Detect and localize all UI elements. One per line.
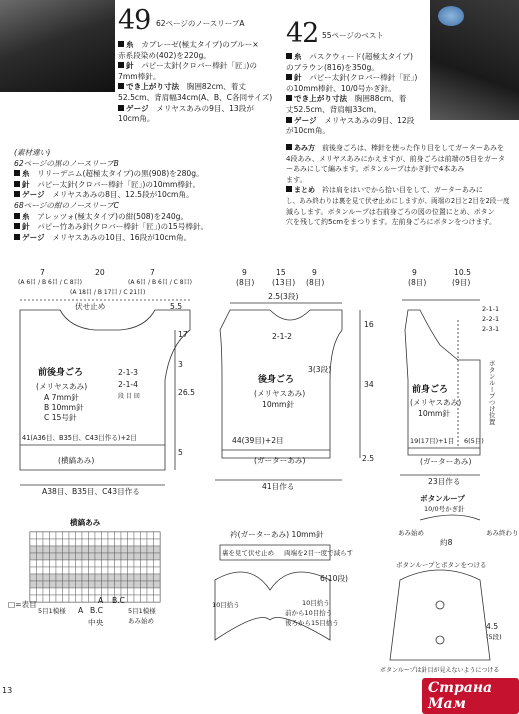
stitch-chart-cell (69, 574, 76, 581)
stitch-chart-cell (89, 588, 96, 595)
stitch-chart-cell (63, 532, 70, 539)
stitch-chart-cell (154, 581, 161, 588)
stitch-chart-cell (76, 588, 83, 595)
stitch-chart-cell (63, 567, 70, 574)
stitch-chart-cell (147, 588, 154, 595)
stitch-chart-cell (115, 546, 122, 553)
stitch-chart-cell (50, 560, 57, 567)
stitch-chart-cell (82, 539, 89, 546)
stitch-chart-cell (134, 574, 141, 581)
vest-front-title: 前身ごろ (412, 385, 449, 395)
stitch-chart-cell (115, 539, 122, 546)
stitch-chart-cell (37, 539, 44, 546)
stitch-chart-cell (69, 539, 76, 546)
stitch-chart-cell (121, 553, 128, 560)
stitch-chart-cell (147, 595, 154, 602)
button-loop-hook: 10/0号かぎ針 (424, 505, 465, 513)
stitch-chart-title: 横縞あみ (70, 518, 101, 527)
stitch-chart-cell (108, 532, 115, 539)
stitch-chart-cell (102, 574, 109, 581)
stitch-chart-cell (154, 567, 161, 574)
stitch-chart-label-a2: A (98, 596, 104, 605)
stitch-chart-cell (115, 553, 122, 560)
stitch-chart-repeat-a: 5目1模様 (128, 607, 156, 615)
stitch-chart-cell (37, 560, 44, 567)
pattern-a-spec: 糸 カブレーゼ(極太タイプ)のブルー× 赤系段染め(402)を220g。 針 パピー太針(クロバー棒針「匠」)の 7mm棒針。 でき上がり寸法 胸囲82cm、着丈 52.5cm、背肩幅34cm(A、B、C各同サイズ) ゲージ メリヤスあみの9目、13段が 10cm角。 (118, 40, 273, 124)
watermark-logo: Страна Мам (422, 678, 519, 714)
stitch-chart-cell (69, 560, 76, 567)
stitch-chart-cell (43, 567, 50, 574)
stitch-chart-cell (141, 574, 148, 581)
diag-a-bind-off: 伏せ止め (75, 302, 106, 311)
stitch-chart-cell (95, 539, 102, 546)
stitch-chart-cell (82, 595, 89, 602)
vest-back-neck-dec: 2-1-2 (272, 332, 292, 341)
stitch-chart-center: 中央 (88, 618, 104, 627)
stitch-chart-cell (76, 560, 83, 567)
stitch-chart-cell (134, 595, 141, 602)
diag-a-sub-left: (A 6目 / B 6目 / C 8目) (18, 279, 82, 286)
stitch-chart-cell (147, 581, 154, 588)
stitch-chart-cell (134, 532, 141, 539)
vest-back-border: (ガーターあみ) (254, 456, 306, 465)
stitch-chart-cell (147, 567, 154, 574)
stitch-chart-cell (102, 539, 109, 546)
stitch-chart-cell (76, 595, 83, 602)
diag-a-stitch: (メリヤスあみ) (36, 382, 88, 391)
stitch-chart-cell (115, 532, 122, 539)
stitch-chart-label-bc: B.C (90, 606, 103, 615)
pattern-b-number: 42 (286, 18, 319, 49)
stitch-chart-cell (147, 574, 154, 581)
stitch-chart-cell (89, 574, 96, 581)
stitch-chart-cell (37, 546, 44, 553)
stitch-chart-cell (56, 546, 63, 553)
variant-b-title: 62ページの黒のノースリーブB (14, 158, 119, 168)
stitch-chart-cell (154, 588, 161, 595)
diag-a-side-3: 3 (178, 360, 183, 369)
stitch-chart-cell (95, 588, 102, 595)
stitch-chart-cell (154, 532, 161, 539)
pattern-b-spec: 糸 パスクウィード(超極太タイプ) のブラウン(816)を350g。 針 パピー太針(クロバー棒針「匠」) の10mm棒針、10/0号かぎ針。 でき上がり寸法 胸囲88cm、着 丈52.5cm、背肩幅33cm。 ゲージ メリヤスあみの9目、12段 が10cm角。 (286, 52, 418, 136)
stitch-chart-cell (30, 581, 37, 588)
vest-front-sub-2: (9目) (452, 278, 471, 287)
vest-back-stitch: (メリヤスあみ) (254, 389, 306, 398)
stitch-chart-cell (69, 595, 76, 602)
stitch-chart-cell (121, 539, 128, 546)
stitch-chart-cell (108, 581, 115, 588)
collar-pickup-right: 10目拾う (302, 599, 330, 607)
stitch-chart-cell (134, 546, 141, 553)
stitch-chart-cell (82, 560, 89, 567)
stitch-chart-cell (128, 532, 135, 539)
stitch-chart-cell (56, 532, 63, 539)
stitch-chart-cell (43, 588, 50, 595)
stitch-chart-cell (76, 532, 83, 539)
stitch-chart-cell (82, 574, 89, 581)
button-loop-attach: ボタンループとボタンをつける (396, 561, 487, 569)
stitch-chart-cell (89, 567, 96, 574)
stitch-chart-cell (102, 546, 109, 553)
button-loop-dim-1: 4.5 (486, 622, 499, 631)
stitch-chart-cell (63, 588, 70, 595)
stitch-chart-label-bc2: B.C (112, 596, 125, 605)
stitch-chart-cell (82, 546, 89, 553)
vest-front-needle: 10mm針 (418, 409, 451, 418)
vest-back-neck: 2.5(3段) (268, 292, 299, 301)
stitch-chart-cell (128, 560, 135, 567)
stitch-chart-cell (30, 588, 37, 595)
stitch-chart-cell (50, 553, 57, 560)
stitch-chart-cell (69, 588, 76, 595)
stitch-chart-cell (43, 553, 50, 560)
stitch-chart-cell (37, 588, 44, 595)
stitch-chart-cell (128, 595, 135, 602)
vest-front-dim-1: 9 (412, 268, 417, 277)
stitch-chart-cell (128, 574, 135, 581)
stitch-chart-cell (154, 560, 161, 567)
stitch-chart-cell (56, 560, 63, 567)
stitch-chart-cell (69, 567, 76, 574)
stitch-chart-cell (95, 532, 102, 539)
stitch-chart-cell (95, 560, 102, 567)
stitch-chart-cell (30, 553, 37, 560)
button-loop-count: 約8 (440, 538, 453, 547)
stitch-chart-cell (56, 581, 63, 588)
stitch-chart-cell (63, 581, 70, 588)
stitch-chart-legend: □=表目 (8, 600, 37, 609)
stitch-chart-cell (128, 546, 135, 553)
diag-a-title: 前後身ごろ (38, 368, 84, 378)
vest-back-side-2-5: 2.5 (362, 454, 375, 463)
stitch-chart-cell (115, 581, 122, 588)
stitch-chart-cell (147, 553, 154, 560)
diag-a-sub-mid: (A 18目 / B 17目 / C 21目) (70, 289, 146, 296)
stitch-chart-cell (76, 567, 83, 574)
button-loop-note: ボタンループは針目が見えないようにつける (380, 667, 500, 674)
stitch-chart-cell (154, 574, 161, 581)
vest-front-dec-1: 2-1-1 (482, 305, 500, 313)
diag-a-dec-note: 段 目 回 (118, 393, 140, 400)
stitch-chart-cell (95, 567, 102, 574)
stitch-chart-cell (63, 546, 70, 553)
vest-front-total: 23目作る (428, 477, 461, 486)
stitch-chart-cell (37, 574, 44, 581)
stitch-chart-cell (102, 588, 109, 595)
stitch-chart-cell (134, 567, 141, 574)
stitch-chart-cell (141, 581, 148, 588)
diag-a-sub-right: (A 6目 / B 6目 / C 8目) (128, 279, 192, 286)
stitch-chart-cell (56, 539, 63, 546)
vest-front-sub-1: (8目) (408, 278, 427, 287)
stitch-chart-cell (63, 574, 70, 581)
vest-front-border: (ガーターあみ) (420, 457, 472, 466)
vest-front-stitch: (メリヤスあみ) (410, 398, 462, 407)
stitch-chart-cell (128, 553, 135, 560)
diag-a-side-17: 17 (178, 330, 188, 339)
stitch-chart-cell (108, 574, 115, 581)
stitch-chart-cell (76, 546, 83, 553)
stitch-chart-cell (121, 567, 128, 574)
diag-a-side-26: 26.5 (178, 388, 195, 397)
stitch-chart-cell (82, 581, 89, 588)
stitch-chart-cell (76, 539, 83, 546)
materials-note: (素材違い) 62ページの黒のノースリーブB 糸 リリーデニム(超極太タイプ)の黒(908)を280g。 針 パピー太針(クロバー棒針「匠」)の10mm棒針。 ゲージ メリヤスあみの8目、12.5段が10cm角。 68ページの紺のノースリーブC 糸 アレッツォ(極太タイプ)の紺(508)を240g。 針 パピー竹あみ針(クロバー棒針「匠」)の15号棒針。 ゲージ メリヤスあみの10目、16段が10cm角。 (14, 148, 284, 243)
stitch-chart-cell (89, 560, 96, 567)
button-loop-chain (420, 515, 480, 520)
stitch-chart-cell (82, 553, 89, 560)
stitch-chart-cell (50, 588, 57, 595)
materials-heading: (素材違い) (14, 148, 51, 157)
stitch-chart-cell (108, 539, 115, 546)
stitch-chart-cell (56, 574, 63, 581)
stitch-chart-cell (37, 553, 44, 560)
vest-back-needle: 10mm針 (262, 400, 295, 409)
stitch-chart-cell (102, 560, 109, 567)
pattern-b-subtitle: 55ページのベスト (322, 31, 384, 40)
stitch-chart-cell (115, 567, 122, 574)
stitch-chart-cell (147, 546, 154, 553)
stitch-chart-cell (134, 560, 141, 567)
stitch-chart-cell (95, 581, 102, 588)
stitch-chart-cell (63, 560, 70, 567)
stitch-chart-cell (76, 574, 83, 581)
stitch-chart-cell (76, 553, 83, 560)
stitch-chart-cell (108, 553, 115, 560)
stitch-chart-start: あみ始め (128, 617, 154, 625)
stitch-chart-cell (141, 553, 148, 560)
stitch-chart-cell (82, 588, 89, 595)
collar-pickup-mid2: 後ろから15目拾う (285, 619, 339, 627)
vest-back-dim-3: 9 (312, 268, 317, 277)
stitch-chart-cell (50, 574, 57, 581)
stitch-chart-cell (43, 595, 50, 602)
stitch-chart-cell (30, 532, 37, 539)
collar-pickup-mid: 前から10目拾う (285, 609, 333, 617)
pattern-a-subtitle: 62ページのノースリーブA (156, 19, 245, 28)
stitch-chart-cell (121, 581, 128, 588)
vest-front-dec-2: 2-2-1 (482, 315, 500, 323)
stitch-chart-cell (56, 595, 63, 602)
stitch-chart-cell (50, 546, 57, 553)
stitch-chart-cell (121, 532, 128, 539)
vest-back-sub-1: (8目) (236, 278, 255, 287)
stitch-chart-cell (50, 581, 57, 588)
stitch-chart-cell (141, 546, 148, 553)
stitch-chart-cell (89, 532, 96, 539)
stitch-chart-cell (108, 546, 115, 553)
stitch-chart-cell (134, 588, 141, 595)
stitch-chart-cell (141, 560, 148, 567)
stitch-chart-cell (154, 553, 161, 560)
stitch-chart-cell (37, 532, 44, 539)
vest-back-side-34: 34 (364, 380, 374, 389)
vest-back-dim-1: 9 (242, 268, 247, 277)
stitch-chart-cell (63, 595, 70, 602)
stitch-chart-cell (89, 546, 96, 553)
stitch-chart-cell (95, 574, 102, 581)
diag-a-needle-b: B 10mm針 (44, 403, 84, 412)
vest-back-title: 後身ごろ (258, 375, 295, 385)
stitch-chart-cell (63, 553, 70, 560)
stitch-chart-cell (30, 539, 37, 546)
collar-pickup-left: 10目拾う (212, 601, 240, 609)
stitch-chart-cell (43, 539, 50, 546)
stitch-chart-cell (37, 567, 44, 574)
collar-title: 衿(ガーターあみ) 10mm針 (230, 530, 324, 539)
stitch-chart-cell (69, 553, 76, 560)
pattern-b-instructions: あみ方 前後身ごろは、棒針を使った作り目をしてガーターあみを 4段あみ、メリヤスあみにかえますが、前身ごろは前端の5目をガータ ーあみにして編みます。ボタンループはかぎ針で4本あみ ます。 まとめ 衿は肩をはいでから拾い目をして、ガーターあみに し、あみ終わりは裏を見て伏せ止めにしますが、両端の2目と2目を2段一度 減らします。ボタンループは右前身ごろの図の位置にとめ、ボタン 穴を残して約5cmをまつります。左前身ごろにボタンをつけます。 (286, 144, 510, 227)
stitch-chart-cell (89, 539, 96, 546)
stitch-chart-cell (30, 546, 37, 553)
stitch-chart-cell (102, 567, 109, 574)
stitch-chart-cell (141, 588, 148, 595)
stitch-chart-cell (82, 567, 89, 574)
stitch-chart-cell (121, 560, 128, 567)
stitch-chart-cell (50, 539, 57, 546)
stitch-chart-cell (82, 532, 89, 539)
stitch-chart-cell (63, 539, 70, 546)
stitch-chart-cell (69, 546, 76, 553)
vest-back-armhole: 3(3段) (308, 365, 332, 374)
stitch-chart-cell (128, 581, 135, 588)
stitch-chart-repeat-b: 5目1模様 (38, 607, 66, 615)
stitch-chart-cell (43, 574, 50, 581)
stitch-chart-cell (128, 567, 135, 574)
stitch-chart-cell (134, 581, 141, 588)
button-loop-end: あみ終わり (486, 529, 519, 537)
stitch-chart-cell (89, 553, 96, 560)
stitch-chart-cell (121, 574, 128, 581)
stitch-chart-cell (128, 539, 135, 546)
vest-front-dec-3: 2-3-1 (482, 325, 500, 333)
vest-front-bottom-2: 6(5目) (464, 437, 484, 445)
vest-front-outline (405, 310, 480, 455)
stitch-chart-cell (56, 567, 63, 574)
stitch-chart-cell (141, 532, 148, 539)
stitch-chart-cell (147, 539, 154, 546)
vest-back-sub-2: (13目) (272, 278, 296, 287)
stitch-chart-cell (37, 595, 44, 602)
button-loop-start: あみ始め (398, 529, 424, 537)
stitch-chart-cell (115, 560, 122, 567)
stitch-chart-cell (43, 560, 50, 567)
diag-a-side-5-5: 5.5 (170, 302, 183, 311)
stitch-chart-cell (154, 595, 161, 602)
stitch-chart-cell (147, 560, 154, 567)
stitch-chart-cell (50, 532, 57, 539)
pattern-a-number: 49 (118, 5, 151, 36)
stitch-chart-cell (30, 567, 37, 574)
stitch-chart-cell (95, 553, 102, 560)
stitch-chart-cell (128, 588, 135, 595)
vest-front-bottom: 19(17目)+1目 (410, 437, 455, 445)
stitch-chart-cell (121, 546, 128, 553)
vest-front-loop-pos: ボタンループつけ位置 (487, 360, 496, 425)
stitch-chart-cell (37, 581, 44, 588)
stitch-chart-cell (141, 539, 148, 546)
diag-a-needle-a: A 7mm針 (44, 393, 79, 402)
stitch-chart-cell (50, 595, 57, 602)
stitch-chart-cell (30, 574, 37, 581)
stitch-chart-cell (121, 588, 128, 595)
stitch-chart-cell (141, 567, 148, 574)
diag-a-border: (横縞あみ) (58, 456, 95, 465)
vest-back-sub-3: (8目) (306, 278, 325, 287)
stitch-chart-cell (108, 567, 115, 574)
stitch-chart-cell (102, 532, 109, 539)
stitch-chart-cell (115, 574, 122, 581)
vest-back-bottom: 44(39目)+2目 (232, 436, 284, 445)
diag-a-side-5: 5 (178, 448, 183, 457)
stitch-chart-cell (43, 581, 50, 588)
stitch-chart-cells (30, 532, 160, 602)
stitch-chart-cell (108, 560, 115, 567)
collar-note-1: 裏を見て伏せ止め (222, 549, 274, 557)
stitch-chart-cell (43, 532, 50, 539)
vest-front-dim-2: 10.5 (454, 268, 471, 277)
stitch-chart-cell (154, 546, 161, 553)
stitch-chart-cell (147, 532, 154, 539)
diag-a-dec2: 2-1-4 (118, 380, 138, 389)
stitch-chart-cell (89, 581, 96, 588)
stitch-chart-cell (134, 553, 141, 560)
stitch-chart-cell (43, 546, 50, 553)
diag-a-dec: 2-1-3 (118, 368, 138, 377)
stitch-chart-cell (76, 581, 83, 588)
stitch-chart-label-a: A (78, 606, 84, 615)
stitch-chart-cell (50, 567, 57, 574)
stitch-chart-cell (154, 539, 161, 546)
stitch-chart-cell (56, 588, 63, 595)
stitch-chart-cell (89, 595, 96, 602)
diag-a-dim-left: 7 (40, 268, 45, 277)
stitch-chart-cell (69, 581, 76, 588)
vest-back-dim-2: 15 (276, 268, 286, 277)
stitch-chart-cell (69, 532, 76, 539)
stitch-chart-cell (141, 595, 148, 602)
button-attach-outline (390, 570, 490, 660)
vest-back-total: 41目作る (262, 482, 295, 491)
stitch-chart-cell (56, 553, 63, 560)
stitch-chart-cell (134, 539, 141, 546)
stitch-chart-cell (30, 560, 37, 567)
button-loop-title: ボタンループ (420, 494, 465, 503)
collar-note-2: 両端を2目一度で減らす (284, 549, 354, 557)
stitch-chart-cell (95, 546, 102, 553)
diag-a-bottom-cast: 41(A36目、B35目、C43目作る)+2目 (22, 434, 137, 442)
diag-a-dim-right: 7 (150, 268, 155, 277)
stitch-chart-cell (102, 581, 109, 588)
variant-c-title: 68ページの紺のノースリーブC (14, 200, 119, 210)
button-loop-dim-2: (5段) (486, 633, 502, 641)
diag-a-needle-c: C 15号針 (44, 413, 77, 422)
diag-a-dim-mid: 20 (95, 268, 105, 277)
stitch-chart-cell (108, 588, 115, 595)
stitch-chart-cell (102, 553, 109, 560)
vest-back-side-16: 16 (364, 320, 374, 329)
collar-rows: 6(10段) (320, 574, 349, 583)
stitch-chart-cell (115, 588, 122, 595)
diag-a-total: A38目、B35目、C43目作る (42, 487, 140, 496)
page-number: 13 (2, 686, 13, 695)
